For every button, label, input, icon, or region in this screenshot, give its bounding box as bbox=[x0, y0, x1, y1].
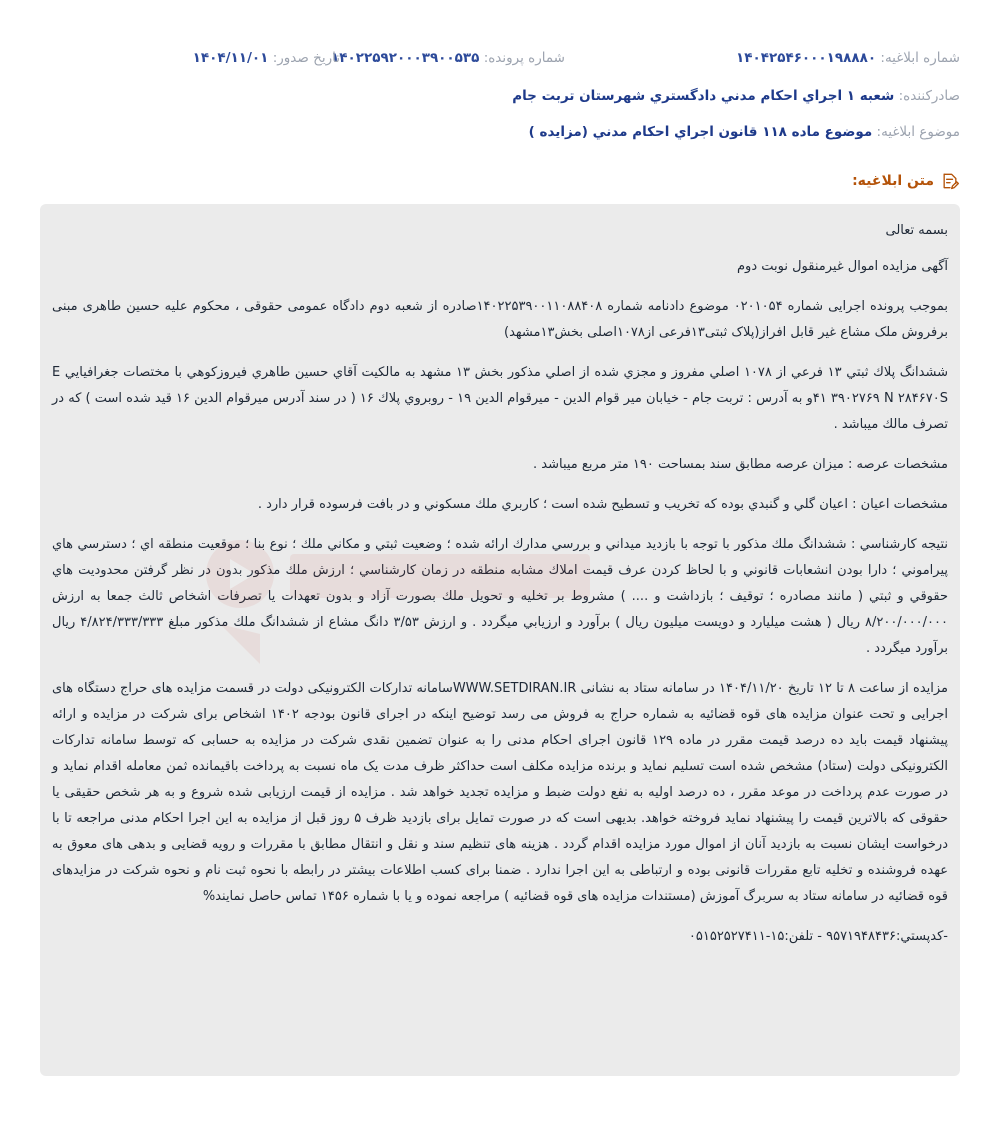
notice-number-label: شماره ابلاغیه: bbox=[880, 50, 960, 66]
document-edit-icon bbox=[940, 171, 960, 191]
body-paragraph-6: مشخصات اعيان : اعيان گلي و گنبدي بوده كه تخريب و تسطيح شده است ؛ كاربري ملك مسكوني و در بافت فرسوده قرار دارد . bbox=[257, 497, 948, 512]
issue-date-value: ۱۴۰۴/۱۱/۰۱ bbox=[192, 50, 269, 66]
notice-text-heading bbox=[852, 171, 960, 191]
notice-text-heading-label: متن ابلاغیه: bbox=[852, 173, 934, 189]
header-row-issuer bbox=[40, 88, 960, 104]
header-row-subject bbox=[40, 124, 960, 140]
case-number-label: شماره پرونده: bbox=[483, 50, 565, 66]
notice-body bbox=[40, 204, 960, 1076]
issuer-value: شعبه ۱ اجراي احكام مدني دادگستري شهرستان تربت جام bbox=[512, 88, 895, 104]
body-paragraph-1: بسمه تعالی bbox=[885, 223, 948, 238]
body-paragraph-5: مشخصات عرصه : ميزان عرصه مطابق سند بمساحت ۱۹۰ متر مربع ميباشد . bbox=[533, 457, 948, 472]
notice-number-value: ۱۴۰۴۲۵۴۶۰۰۰۱۹۸۸۸۰ bbox=[736, 50, 877, 66]
issue-date-label: تاریخ صدور: bbox=[272, 50, 340, 66]
subject-value: موضوع ماده ۱۱۸ قانون اجراي احكام مدني (مزايده ) bbox=[528, 124, 873, 140]
notice-number bbox=[736, 50, 960, 66]
body-paragraph-4: ششدانگ پلاك ثبتي ۱۳ فرعي از ۱۰۷۸ اصلي مفروز و مجزي شده از اصلي مذكور بخش ۱۳ مشهد به مالكيت آقاي حسين طاهري فيروزكوهي با مختصات جغرافيايي E ۴۱ ۳۹۰۲۷۶۹ N ۲۸۴۶۷۰Sو به آدرس : تربت جام - خيابان مير قوام الدين - ميرقوام الدين ۱۹ - روبروي پلاك ۱۶ ( در سند آدرس ميرقوام الدين ۱۶ قيد شده است ) كه در تصرف مالك ميباشد . bbox=[52, 365, 948, 432]
case-number-value: ۱۴۰۲۲۵۹۲۰۰۰۳۹۰۰۵۳۵ bbox=[331, 50, 480, 66]
issue-date bbox=[193, 50, 340, 66]
body-paragraph-8: مزایده از ساعت ۸ تا ۱۲ تاریخ ۱۴۰۴/۱۱/۲۰ در سامانه ستاد به نشانی WWW.SETDIRAN.IRسامانه تدارکات الکترونیکی دولت در قسمت مزایده های حراج دستگاه های اجرایی و تحت عنوان مزایده های قوه قضائیه به شماره حراج به فروش می رسد توضیح اینکه در اجرای قانون بودجه ۱۴۰۲ اشخاص برای شرکت در مزایده و ارائه پیشنهاد قیمت باید ده درصد قیمت مقرر در ماده ۱۲۹ قانون اجرای احکام مدنی را به عنوان تضمین نقدی شرکت در مزایده به حسابی که توسط سامانه تدارکات الکترونیکی دولت (ستاد) مشخص شده است تسلیم نماید و برنده مزایده مکلف است حداکثر ظرف مدت یک ماه نسبت به پرداخت باقیمانده ثمن معامله اقدام نماید و در صورت عدم پرداخت در موعد مقرر ، ده درصد اولیه به نفع دولت ضبط و مزایده تجدید خواهد شد . مزایده از قیمت ارزیابی شده شروع و به هر شخص حقیقی یا حقوقی که بالاترین قیمت را پیشنهاد نماید فروخته خواهد. بدیهی است که در صورت تمایل برای بازدید ظرف ۵ روز قبل از مزایده به این اجرا احکام مدنی مراجعه تا با درخواست ایشان نسبت به بازدید آنان از اموال مورد مزایده اقدام گردد . هزینه های تنظیم سند و نقل و انتقال مطابق با مقررات و رویه قضایی و بدهی های معوق به عهده فروشنده و تخلیه تابع مقررات قانونی بوده و ارتباطی به این اجرا ندارد . ضمنا برای کسب اطلاعات بیشتر در رابطه با نحوه ثبت نام و نحوه شرکت در مزایدهای قوه قضائیه در سامانه ستاد به سربرگ آموزش (مستندات مزایده های قوه قضائیه ) مراجعه نموده و یا با شماره ۱۴۵۶ تماس حاصل نمایند% bbox=[52, 681, 949, 904]
body-paragraph-3: بموجب پرونده اجرایی شماره ۰۲۰۱۰۵۴ موضوع دادنامه شماره ۱۴۰۲۲۵۳۹۰۰۱۱۰۸۸۴۰۸صادره از شعبه دوم دادگاه عمومی حقوقی ، محکوم علیه حسین طاهری مبنی برفروش ملک مشاع غیر قابل افراز(پلاک ثبتی۱۳فرعی از۱۰۷۸اصلی بخش۱۳مشهد) bbox=[52, 299, 948, 340]
body-paragraph-2: آگهی مزایده اموال غیرمنقول نوبت دوم bbox=[737, 259, 948, 274]
issuer-label: صادرکننده: bbox=[898, 88, 960, 104]
body-paragraph-9: -كدپستي:۹۵۷۱۹۴۸۴۳۶ - تلفن:۱۵-۰۵۱۵۲۵۲۷۴۱۱ bbox=[688, 929, 948, 944]
case-number bbox=[331, 50, 565, 66]
subject-label: موضوع ابلاغیه: bbox=[876, 124, 960, 140]
body-paragraph-7: نتيجه كارشناسي : ششدانگ ملك مذكور با توجه با بازديد ميداني و بررسي مدارك ارائه شده ؛ وضعيت ثبتي و مكاني ملك ؛ نوع بنا ؛ موقعيت منطقه اي ؛ دسترسي هاي پيراموني ؛ دارا بودن انشعابات قانوني و با لحاظ كردن عرف قيمت املاك مشابه منطقه در زمان كارشناسي ؛ ارزش ملك مذكور بدون در نظر گرفتن محدوديت هاي حقوقي و ثبتي ( مانند مصادره ؛ توقيف ؛ بازداشت و .... ) مشروط بر تخليه و تحويل ملك بصورت آزاد و بدون تعهدات يا تصرفات اشخاص ثالث جمعا به ارزش ۸/۲۰۰/۰۰۰/۰۰۰ ريال ( هشت ميليارد و دويست ميليون ريال ) برآورد و ارزيابي ميگردد . و ارزش ۳/۵۳ دانگ مشاع از ششدانگ ملك مذكور مبلغ ۴/۸۲۴/۳۳۳/۳۳۳ ريال برآورد ميگردد . bbox=[52, 537, 948, 656]
